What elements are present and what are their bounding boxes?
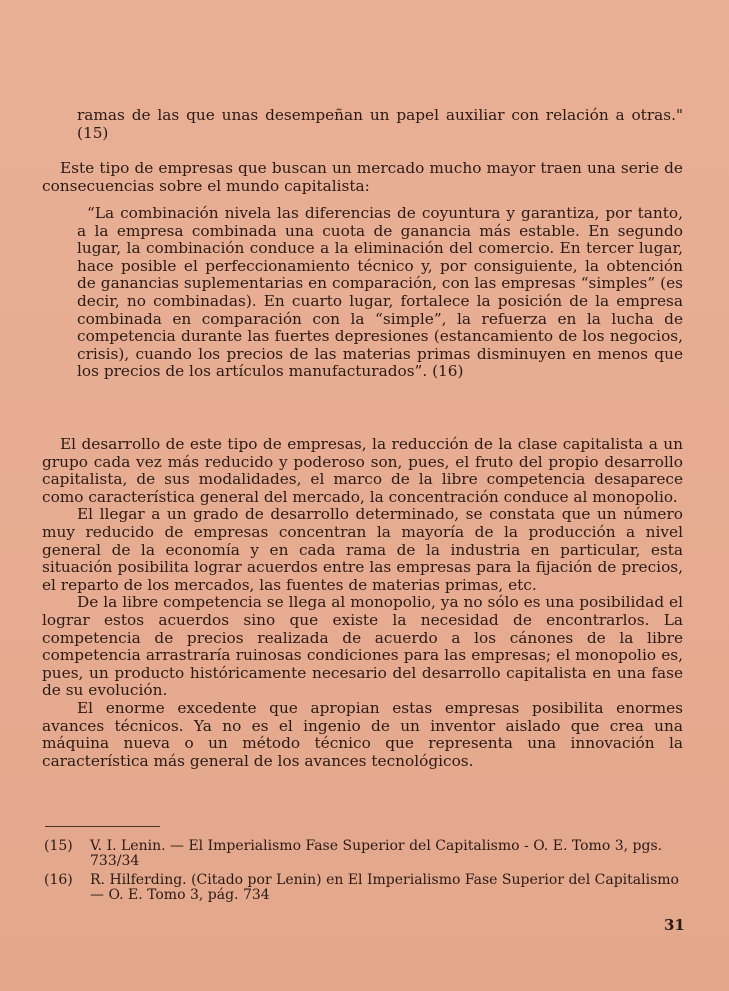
paragraph: El llegar a un grado de desarrollo determinado, se constata que un número muy reducido de empresas concentran la mayoría de la producción a nivel general de la economía y en cada rama de la industria en particular, esta situación posibilita lograr acuerdos entre las empresas para la fijación de precios, el reparto de los mercados, las fuentes de materias primas, etc. [42, 505, 683, 594]
page-number: 31 [664, 916, 685, 934]
quote-continuation [77, 107, 683, 142]
block-quote-text: “La combinación nivela las diferencias de coyuntura y garantiza, por tanto, a la empresa combinada una cuota de ganancia más estable. En segundo lugar, la combinación conduce a la eliminación del comercio. En tercer lugar, hace posible el perfeccionamiento técnico y, por consiguiente, la obtención de ganancias suplementarias en comparación, con las empresas “simples” (es decir, no combinadas). En cuarto lugar, fortalece la posición de la empresa combinada en comparación con la “simple”, la refuerza en la lucha de competencia durante las fuertes depresiones (estancamiento de los negocios, crisis), cuando los precios de las materias primas disminuyen en menos que los precios de los artículos manufacturados”. (16) [77, 204, 683, 381]
footnote-text: R. Hilferding. (Citado por Lenin) en El Imperialismo Fase Superior del Capitalismo — O. E. Tomo 3, pág. 734 [90, 872, 679, 903]
footnote [44, 873, 686, 903]
footnote-number: (15) [44, 838, 73, 854]
footnote-number: (16) [44, 872, 73, 888]
paragraph: De la libre competencia se llega al monopolio, ya no sólo es una posibilidad el lograr estos acuerdos sino que existe la necesidad de encontrarlos. La competencia de precios realizada de acuerdo a los cánones de la libre competencia arrastraría ruinosas condiciones para las empresas; el monopolio es, pues, un producto históricamente necesario del desarrollo capitalista en una fase de su evolución. [42, 593, 683, 700]
footnote [44, 839, 686, 869]
intro-text: Este tipo de empresas que buscan un mercado mucho mayor traen una serie de consecuencias sobre el mundo capitalista: [42, 159, 683, 195]
paragraph: El desarrollo de este tipo de empresas, la reducción de la clase capitalista a un grupo cada vez más reducido y poderoso son, pues, el fruto del propio desarrollo capitalista, de sus modalidades, el marco de la libre competencia desaparece como característica general del mercado, la concentración conduce al monopolio. [42, 435, 683, 506]
footnote-text: V. I. Lenin. — El Imperialismo Fase Superior del Capitalismo - O. E. Tomo 3, pgs. 733/34 [90, 838, 663, 869]
intro-paragraph [42, 160, 683, 195]
quote-continuation-text: ramas de las que unas desempeñan un papel auxiliar con relación a otras." (15) [77, 106, 683, 142]
footnotes [44, 839, 686, 907]
paragraph: El enorme excedente que apropian estas empresas posibilita enormes avances técnicos. Ya no es el ingenio de un inventor aislado que crea una máquina nueva o un método técnico que representa una innovación la característica más general de los avances tecnológicos. [42, 698, 683, 770]
footnote-divider [45, 826, 160, 827]
body-paragraphs [42, 436, 683, 770]
block-quote [77, 205, 683, 381]
